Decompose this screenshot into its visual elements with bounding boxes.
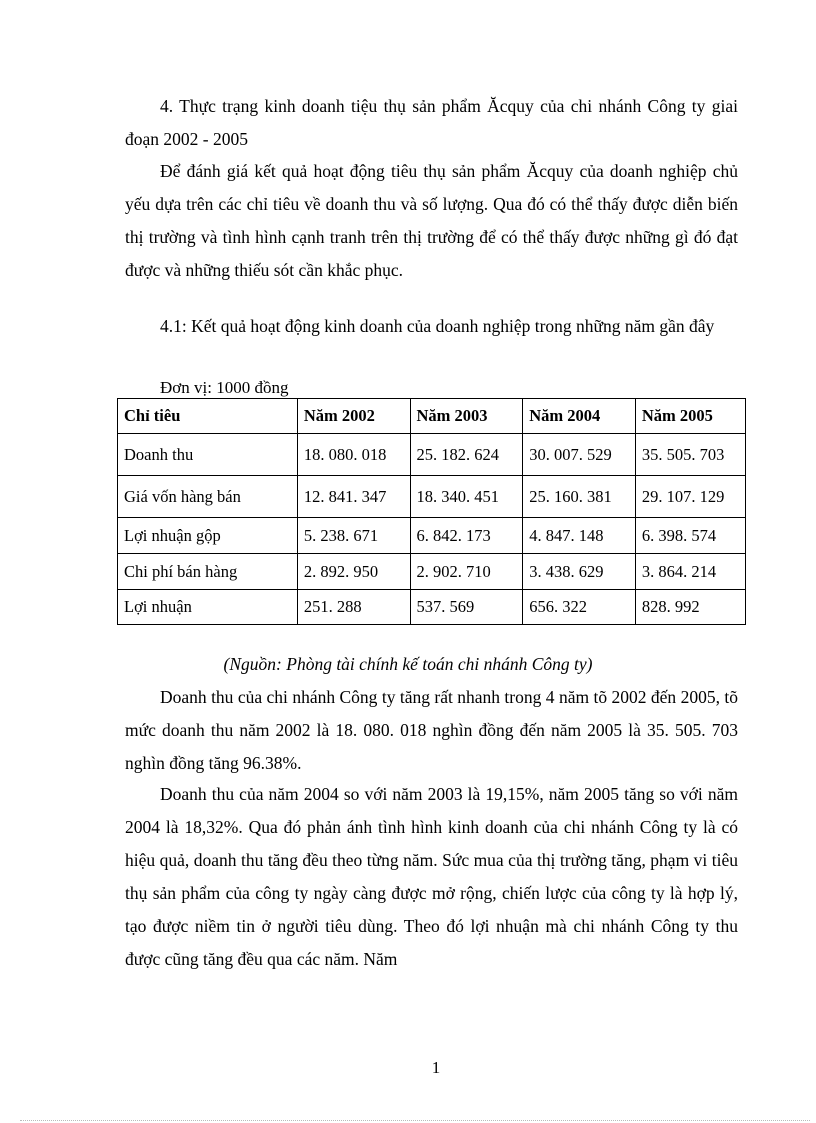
table-cell: 3. 864. 214 bbox=[635, 554, 745, 590]
table-row bbox=[118, 554, 746, 590]
header-cell: Năm 2003 bbox=[410, 399, 523, 434]
header-cell: Chỉ tiêu bbox=[118, 399, 298, 434]
header-cell: Năm 2002 bbox=[297, 399, 410, 434]
page-number: 1 bbox=[431, 1058, 441, 1077]
section-heading: 4. Thực trạng kinh doanh tiệu thụ sản phẩm Ăcquy của chi nhánh Công ty giai đoạn 2002 - 2005 bbox=[125, 96, 738, 149]
business-results-table bbox=[117, 398, 746, 625]
table-cell: 5. 238. 671 bbox=[297, 518, 410, 554]
table-source-note: (Nguồn: Phòng tài chính kế toán chi nhánh Công ty) bbox=[223, 654, 593, 674]
table-cell: 828. 992 bbox=[635, 590, 745, 625]
header-cell: Năm 2005 bbox=[635, 399, 745, 434]
footer-divider bbox=[20, 1120, 810, 1121]
table-cell: 656. 322 bbox=[523, 590, 636, 625]
body-paragraph-analysis: Doanh thu của năm 2004 so với năm 2003 là 19,15%, năm 2005 tăng so với năm 2004 là 18,32%. Qua đó phản ánh tình hình kinh doanh của chi nhánh Công ty là có hiệu quả, doanh thu tăng đều theo từng năm. Sức mua của thị trường tăng, phạm vi tiêu thụ sản phẩm của công ty ngày càng được mở rộng, chiến lược của công ty là hợp lý, tạo được niềm tin ở người tiêu dùng. Theo đó lợi nhuận mà chi nhánh Công ty thu được cũng tăng đều qua các năm. Năm bbox=[125, 784, 738, 969]
table-row bbox=[118, 590, 746, 625]
table-cell: 30. 007. 529 bbox=[523, 434, 636, 476]
table-cell: 35. 505. 703 bbox=[635, 434, 745, 476]
table-header-row bbox=[118, 399, 746, 434]
row-label: Chi phí bán hàng bbox=[118, 554, 298, 590]
subsection-heading: 4.1: Kết quả hoạt động kinh doanh của doanh nghiệp trong những năm gần đây bbox=[160, 316, 715, 336]
table-cell: 25. 182. 624 bbox=[410, 434, 523, 476]
table-cell: 4. 847. 148 bbox=[523, 518, 636, 554]
header-cell: Năm 2004 bbox=[523, 399, 636, 434]
table-cell: 2. 892. 950 bbox=[297, 554, 410, 590]
body-paragraph-revenue-growth: Doanh thu của chi nhánh Công ty tăng rất nhanh trong 4 năm tõ 2002 đến 2005, tõ mức doanh thu năm 2002 là 18. 080. 018 nghìn đồng đến năm 2005 là 35. 505. 703 nghìn đồng tăng 96.38%. bbox=[125, 687, 738, 773]
intro-paragraph: Để đánh giá kết quả hoạt động tiêu thụ sản phẩm Ăcquy của doanh nghiệp chủ yếu dựa trên các chỉ tiêu về doanh thu và số lượng. Qua đó có thể thấy được diễn biến thị trường và tình hình cạnh tranh trên thị trường để có thể thấy được những gì đó đạt được và những thiếu sót cần khắc phục. bbox=[125, 161, 738, 280]
table-cell: 6. 842. 173 bbox=[410, 518, 523, 554]
table-cell: 3. 438. 629 bbox=[523, 554, 636, 590]
table-cell: 6. 398. 574 bbox=[635, 518, 745, 554]
row-label: Lợi nhuận bbox=[118, 590, 298, 625]
row-label: Giá vốn hàng bán bbox=[118, 476, 298, 518]
table-cell: 12. 841. 347 bbox=[297, 476, 410, 518]
unit-label: Đơn vị: 1000 đồng bbox=[160, 378, 289, 397]
table-cell: 18. 080. 018 bbox=[297, 434, 410, 476]
row-label: Doanh thu bbox=[118, 434, 298, 476]
table-cell: 2. 902. 710 bbox=[410, 554, 523, 590]
table-cell: 537. 569 bbox=[410, 590, 523, 625]
table-cell: 25. 160. 381 bbox=[523, 476, 636, 518]
table-row bbox=[118, 434, 746, 476]
table-row bbox=[118, 518, 746, 554]
row-label: Lợi nhuận gộp bbox=[118, 518, 298, 554]
table-cell: 251. 288 bbox=[297, 590, 410, 625]
table-row bbox=[118, 476, 746, 518]
table-cell: 18. 340. 451 bbox=[410, 476, 523, 518]
table-cell: 29. 107. 129 bbox=[635, 476, 745, 518]
